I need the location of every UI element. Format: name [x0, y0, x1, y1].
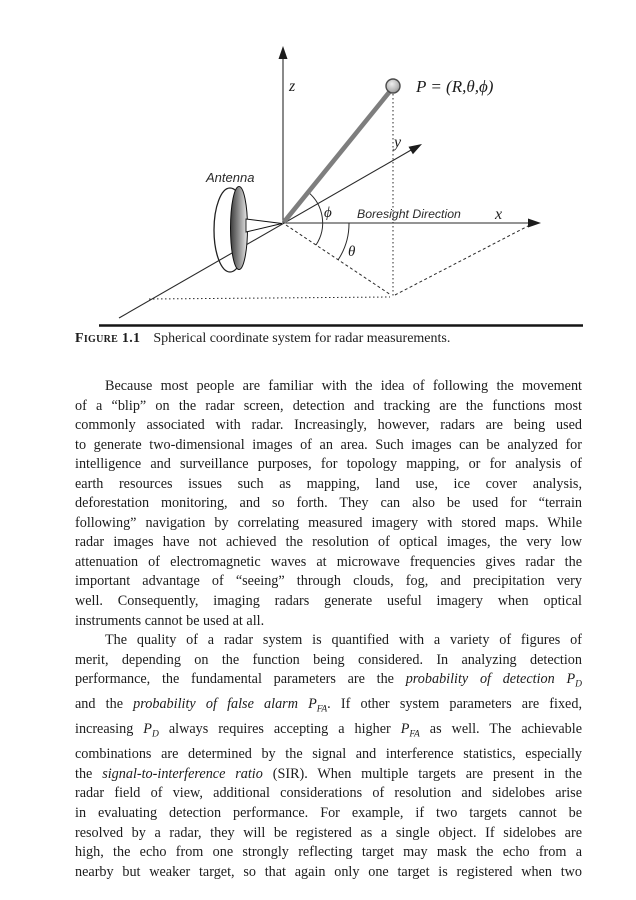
text-segment: merit, depending on the function being considered. In analyzing detection [75, 651, 582, 668]
emphasized-text: D [151, 729, 159, 740]
text-segment: attenuation of electromagnetic waves at microwave frequencies gives radar the [75, 553, 582, 570]
phi-angle-arc [308, 192, 323, 245]
figure-coordinate-diagram [0, 0, 636, 360]
text-line [75, 416, 582, 436]
text-segment: and the [75, 696, 134, 713]
text-segment: following” navigation by correlating measured imagery with stored maps. While [75, 514, 582, 531]
text-line [75, 804, 582, 824]
text-segment: intelligence and surveillance purposes, for topology mapping, or for analysis of [75, 456, 582, 473]
text-line [75, 631, 582, 651]
text-line [75, 695, 582, 720]
text-segment: resolved by a radar, they will be registered as a single object. If sidelobes are [75, 824, 582, 841]
text-segment: Because most people are familiar with the idea of following the movement [105, 378, 582, 394]
text-line [75, 824, 582, 844]
text-line [75, 494, 582, 514]
text-line [75, 572, 582, 592]
x-axis-label: x [495, 206, 503, 223]
text-line [75, 397, 582, 417]
text-segment: commonly associated with radar. Increasingly, however, radars are being used [75, 417, 582, 434]
figure-caption-text: Spherical coordinate system for radar measurements. [153, 331, 451, 346]
z-axis-label: z [289, 78, 296, 95]
point-p-marker [386, 79, 400, 93]
y-axis [119, 150, 412, 319]
text-line [75, 863, 582, 883]
text-line [75, 765, 582, 785]
text-segment: nearby but weaker target, so that again only one target is registered when two [75, 863, 582, 880]
y-axis-arrowhead [409, 144, 423, 154]
text-line [75, 651, 582, 671]
boresight-direction-label: Boresight Direction [357, 207, 461, 221]
text-segment: radar field of view, additional considerations of resolution and sidelobes arise [75, 785, 582, 802]
text-line [75, 533, 582, 553]
text-line [75, 592, 582, 612]
y-axis-label: y [394, 134, 402, 151]
text-segment: deforestation monitoring, and so forth. They can also be used for “terrain [75, 495, 582, 512]
text-line [75, 612, 582, 632]
x-axis-arrowhead [528, 219, 541, 228]
text-line [75, 514, 582, 534]
antenna-label: Antenna [206, 170, 255, 185]
text-line [75, 843, 582, 863]
theta-angle-label: θ [348, 244, 356, 260]
emphasized-text: signal-to-interference ratio [102, 765, 263, 782]
emphasized-text: D [575, 679, 582, 690]
text-segment: as well. The achievable [419, 721, 582, 738]
emphasized-text: probability of false alarm P [133, 696, 317, 713]
text-segment: important advantage of “seeing” through clouds, fog, and precipitation very [75, 573, 582, 590]
text-segment: earth resources issues such as mapping, land use, ice cover analysis, [75, 475, 582, 492]
text-segment: (SIR). When multiple targets are present in the [262, 765, 582, 782]
ground-plane-dotted-line [149, 297, 390, 299]
range-vector-beam [284, 90, 391, 222]
text-line [75, 475, 582, 495]
text-segment: radar images have not achieved the resolution of optical images, the very low [75, 534, 582, 551]
text-line [75, 784, 582, 804]
text-segment: of a “blip” on the radar screen, detection and tracking are the functions most [75, 397, 582, 414]
text-line [75, 720, 582, 745]
figure-caption [75, 330, 583, 348]
ground-to-xaxis-dashed-line [395, 226, 528, 295]
figure-caption-label: Figure 1.1 [75, 331, 141, 346]
text-line [75, 455, 582, 475]
text-segment: performance, the fundamental parameters are the [75, 671, 406, 688]
antenna-dish [231, 187, 248, 270]
point-p-label: P = (R,θ,ϕ) [416, 77, 494, 96]
text-segment: the [75, 765, 103, 782]
text-line [75, 553, 582, 573]
text-segment: The quality of a radar system is quantified with a variety of figures of [105, 632, 582, 649]
antenna-feed [246, 219, 282, 232]
emphasized-text: probability of detection P [405, 671, 576, 688]
emphasized-text: P [400, 721, 410, 738]
emphasized-text: FA [316, 704, 328, 715]
text-segment: well. Consequently, imaging radars generate useful imagery when optical [75, 593, 582, 610]
text-segment: in evaluating detection performance. For example, if two targets cannot be [75, 804, 582, 821]
text-segment: always requires accepting a higher [158, 721, 401, 738]
emphasized-text: P [143, 721, 152, 738]
text-segment: high, the echo from one strongly reflecting target may mask the echo from a [75, 844, 582, 861]
text-segment: combinations are determined by the signal and interference statistics, especially [75, 746, 582, 763]
phi-angle-label: ϕ [324, 205, 332, 221]
text-line [75, 377, 582, 397]
emphasized-text: FA [409, 729, 420, 740]
text-line [75, 436, 582, 456]
text-segment: to generate two-dimensional images of an area. Such images can be analyzed for [75, 436, 582, 453]
text-segment: . If other system parameters are fixed, [327, 696, 582, 713]
text-segment: instruments cannot be used at all. [75, 612, 265, 629]
body-text [75, 377, 582, 882]
text-segment: increasing [75, 721, 144, 738]
text-line [75, 670, 582, 695]
text-line [75, 745, 582, 765]
z-axis-arrowhead [279, 46, 288, 59]
